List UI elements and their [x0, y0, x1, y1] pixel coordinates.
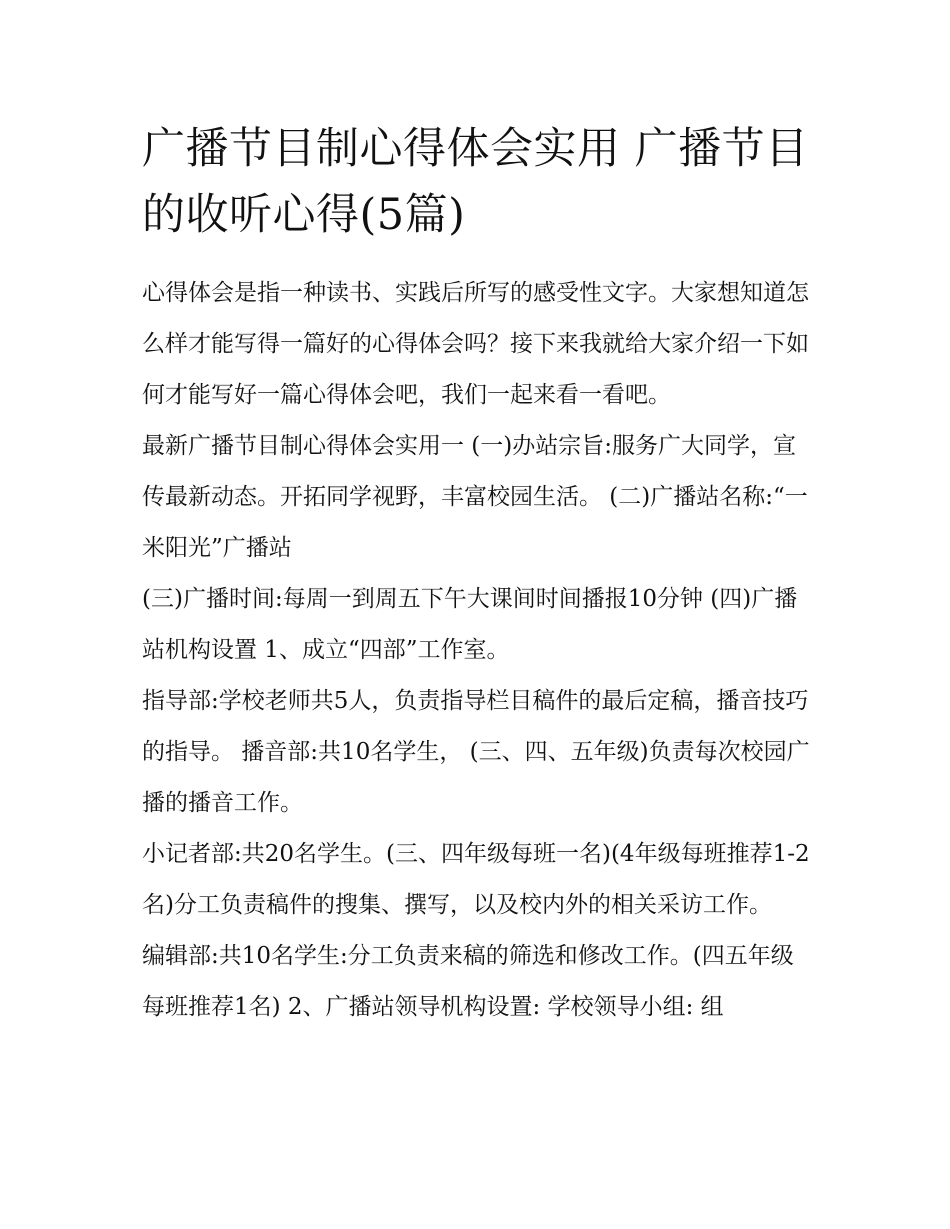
paragraph-guidance-announcers: 指导部:学校老师共5人，负责指导栏目稿件的最后定稿，播音技巧的指导。 播音部:共10名学生， (三、四、五年级)负责每次校园广播的播音工作。 — [142, 688, 810, 816]
paragraph-schedule: (三)广播时间:每周一到周五下午大课间时间播报10分钟 (四)广播站机构设置 1、成立“四部”工作室。 — [142, 586, 798, 663]
document-content — [142, 116, 814, 1033]
paragraph-intro: 心得体会是指一种读书、实践后所写的感受性文字。大家想知道怎么样才能写得一篇好的心得体会吗？接下来我就给大家介绍一下如何才能写好一篇心得体会吧，我们一起来看一看吧。 — [142, 280, 809, 408]
paragraph-reporters: 小记者部:共20名学生。(三、四年级每班一名)(4年级每班推荐1-2名)分工负责稿件的搜集、撰写，以及校内外的相关采访工作。 — [142, 841, 810, 918]
paragraph-editors: 编辑部:共10名学生:分工负责来稿的筛选和修改工作。(四五年级每班推荐1名) 2、广播站领导机构设置: 学校领导小组: 组 — [142, 943, 794, 1020]
paragraph-purpose: 最新广播节目制心得体会实用一 (一)办站宗旨:服务广大同学，宣传最新动态。开拓同学视野，丰富校园生活。 (二)广播站名称:“一米阳光”广播站 — [142, 433, 808, 561]
document-title: 广播节目制心得体会实用 广播节目的收听心得(5篇) — [142, 124, 809, 240]
document-body — [142, 268, 814, 1033]
